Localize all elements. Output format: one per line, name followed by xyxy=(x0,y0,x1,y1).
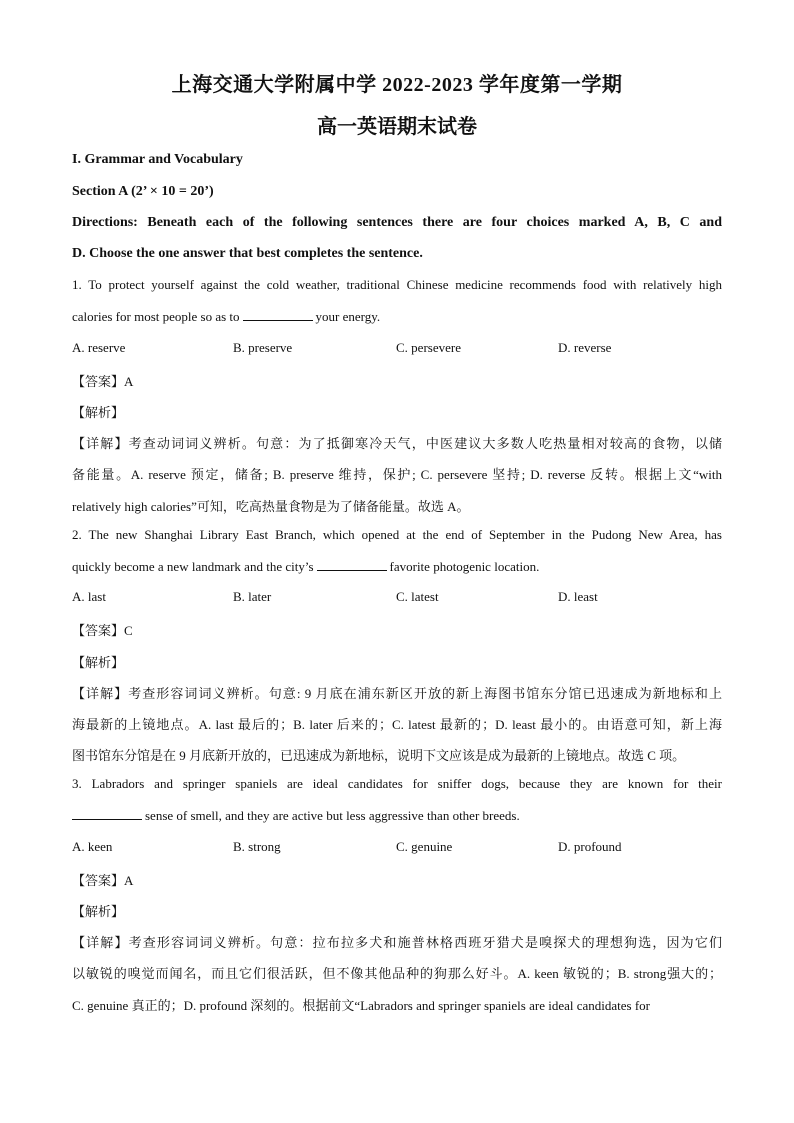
answer-blank xyxy=(72,807,142,820)
option-b: B. preserve xyxy=(233,340,293,355)
detail-line-1: 【详解】考查动词词义辨析。句意：为了抵御寒冷天气，中医建议大多数人吃热量相对较高的食物，以储 xyxy=(72,436,722,451)
question-2-stem-text-a: quickly become a new landmark and the city’s xyxy=(72,559,314,574)
option-c: C. latest xyxy=(396,589,439,604)
detail-line-2: 海最新的上镜地点。A. last 最后的；B. later 后来的；C. latest 最新的；D. least 最小的。由语意可知，新上海 xyxy=(72,717,722,732)
question-1-stem-line-2 xyxy=(72,308,380,325)
detail-line-2: 备能量。A. reserve 预定，储备; B. preserve 维持，保护; C. persevere 坚持; D. reverse 反转。根据上文“with xyxy=(72,467,722,482)
question-2-stem-text-b: favorite photogenic location. xyxy=(389,559,540,574)
answer-line xyxy=(72,371,133,390)
detail-line-1: 【详解】考查形容词词义辨析。句意: 9 月底在浦东新区开放的新上海图书馆东分馆已迅速成为新地标和上 xyxy=(72,686,722,701)
detail-line-3: C. genuine 真正的；D. profound 深刻的。根据前文“Labradors and springer spaniels are ideal candidates for xyxy=(72,998,650,1013)
answer-line xyxy=(72,870,133,889)
option-a: A. keen xyxy=(72,839,113,854)
detail-line-3: 图书馆东分馆是在 9 月底新开放的，已迅速成为新地标，说明下文应该是成为最新的上镜地点。故选 C 项。 xyxy=(72,748,686,763)
detail-line-2: 以敏锐的嗅觉而闻名，而且它们很活跃，但不像其他品种的狗那么好斗。A. keen 敏锐的；B. strong强大的； xyxy=(72,966,722,981)
question-3-stem-line-1: 3. Labradors and springer spaniels are ideal candidates for sniffer dogs, because they are known for their xyxy=(72,776,722,791)
answer-blank xyxy=(243,308,313,321)
question-3-stem-text-b: sense of smell, and they are active but less aggressive than other breeds. xyxy=(145,808,520,823)
option-d: D. reverse xyxy=(558,340,612,355)
analysis-label: 【解析】 xyxy=(72,904,125,919)
question-2-stem-line-2 xyxy=(72,558,539,575)
section-heading: Section A (2’ × 10 = 20’) xyxy=(72,184,214,199)
detail-line-3: relatively high calories”可知，吃高热量食物是为了储备能量。故选 A。 xyxy=(72,499,470,514)
directions-line-1: Directions: Beneath each of the following sentences there are four choices marked A, B, C and xyxy=(72,215,722,230)
question-3-stem-line-2 xyxy=(72,807,520,824)
answer-line xyxy=(72,620,133,639)
answer-value: A xyxy=(124,873,134,888)
directions-line-2: D. Choose the one answer that best completes the sentence. xyxy=(72,246,423,261)
part-heading: I. Grammar and Vocabulary xyxy=(72,152,243,167)
option-d: D. least xyxy=(558,589,598,604)
answer-value: C xyxy=(124,623,133,638)
analysis-label: 【解析】 xyxy=(72,405,125,420)
option-b: B. later xyxy=(233,589,272,604)
option-c: C. genuine xyxy=(396,839,453,854)
answer-label: 【答案】 xyxy=(72,623,125,638)
answer-value: A xyxy=(124,374,134,389)
answer-label: 【答案】 xyxy=(72,374,125,389)
analysis-label: 【解析】 xyxy=(72,655,125,670)
exam-title: 上海交通大学附属中学 2022-2023 学年度第一学期 xyxy=(171,74,623,96)
detail-line-1: 【详解】考查形容词词义辨析。句意：拉布拉多犬和施普林格西班牙猎犬是嗅探犬的理想狗选，因为它们 xyxy=(72,935,722,950)
option-c: C. persevere xyxy=(396,340,461,355)
option-a: A. last xyxy=(72,589,106,604)
question-2-stem-line-1: 2. The new Shanghai Library East Branch, which opened at the end of September in the Pudong New Area, has xyxy=(72,527,722,542)
question-1-stem-text-a: calories for most people so as to xyxy=(72,309,240,324)
question-1-stem-text-b: your energy. xyxy=(315,309,381,324)
exam-subtitle: 高一英语期末试卷 xyxy=(317,116,477,138)
option-a: A. reserve xyxy=(72,340,126,355)
option-d: D. profound xyxy=(558,839,622,854)
option-b: B. strong xyxy=(233,839,281,854)
answer-label: 【答案】 xyxy=(72,873,125,888)
answer-blank xyxy=(317,558,387,571)
question-1-stem-line-1: 1. To protect yourself against the cold weather, traditional Chinese medicine recommends food with relatively high xyxy=(72,277,722,292)
